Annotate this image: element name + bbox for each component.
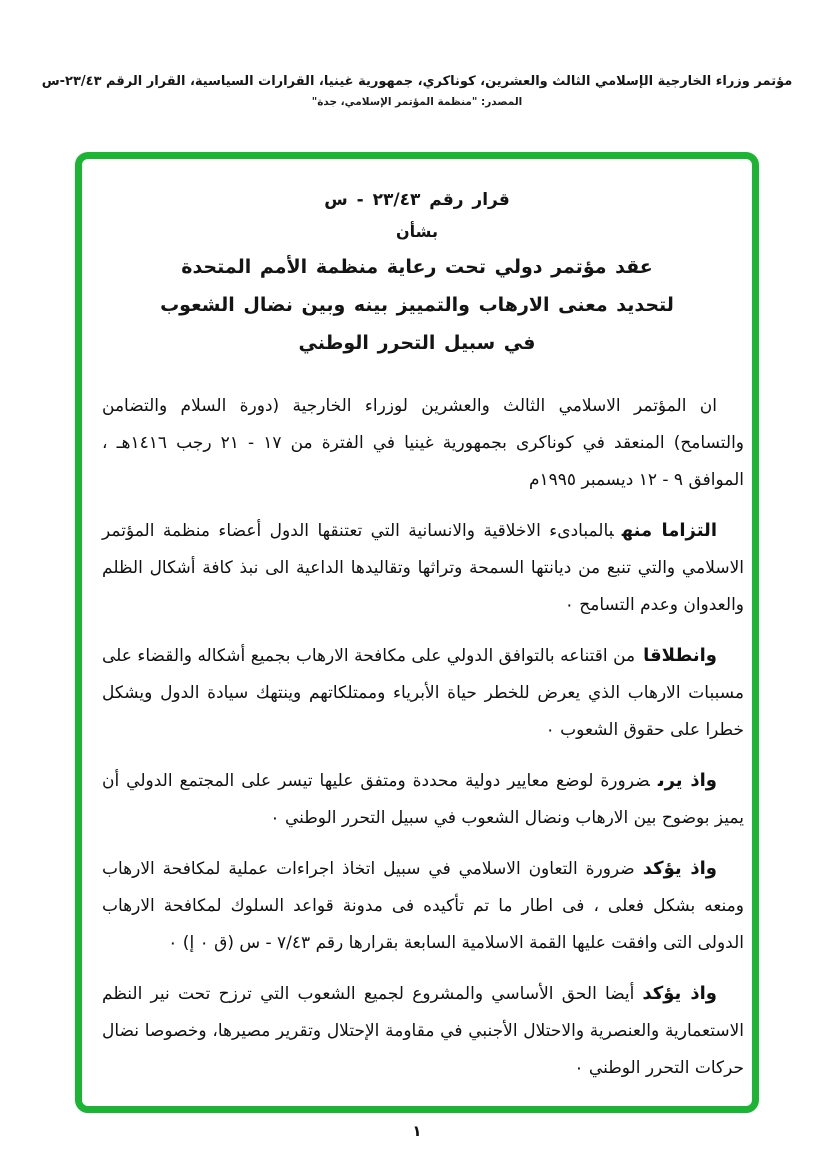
lead-word: التزاما منه [621,520,717,541]
lead-word: واذ يرى [657,770,717,791]
paragraph-text: ضرورة لوضع معايير دولية محددة ومتفق عليها تيسر على المجتمع الدولي أن يميز بوضوح بين الارهاب ونضال الشعوب في سبيل التحرر الوطني ٠ [102,771,744,828]
paragraph-preamble [102,388,744,499]
paragraph-commitment [102,512,744,624]
title-regarding: بشأن [396,222,438,241]
header-source-line: المصدر: "منظمة المؤتمر الإسلامي، جدة" [311,96,523,108]
resolution-number: قرار رقم ٢٣/٤٣ - س [324,190,510,210]
lead-word: واذ يؤكد [642,983,717,1004]
lead-word: وانطلاقا [643,645,717,666]
paragraph-text: بالمبادىء الاخلاقية والانسانية التي تعتنقها الدول أعضاء منظمة المؤتمر الاسلامي والتي تنبع من ديانتها السمحة وتراثها وتقاليدها الداعية الى نبذ كافة أشكال الظلم والعدوان وعدم التسامح ٠ [102,521,744,615]
paragraph-cooperation [102,850,744,962]
paragraph-text: من اقتناعه بالتوافق الدولي على مكافحة الارهاب بجميع أشكاله والقضاء على مسببات الارهاب الذي يعرض للخطر حياة الأبرياء وممتلكاتهم وينتهك سيادة الدول ويشكل خطرا على حقوق الشعوب ٠ [102,646,744,740]
document-header [0,74,834,108]
paragraph-text: ان المؤتمر الاسلامي الثالث والعشرين لوزراء الخارجية (دورة السلام والتضامن والتسامح) المنعقد في كوناكرى بجمهورية غينيا في الفترة من ١٧ - ٢١ رجب ١٤١٦هـ ، الموافق ٩ - ١٢ ديسمبر ١٩٩٥م [102,396,745,490]
paragraph-conviction [102,637,744,749]
page-number: ١ [412,1122,422,1140]
document-body [82,388,752,1087]
title-line-2: لتحديد معنى الارهاب والتمييز بينه وبين نضال الشعوب [160,294,674,316]
title-block [82,184,752,362]
paragraph-legitimate-right [102,975,744,1087]
paragraph-text: أيضا الحق الأساسي والمشروع لجميع الشعوب التي ترزح تحت نير النظم الاستعمارية والعنصرية والاحتلال الأجنبي في مقاومة الإحتلال وتقرير مصيرها، وخصوصا نضال حركات التحرر الوطني ٠ [102,984,744,1078]
paragraph-text: ضرورة التعاون الاسلامي في سبيل اتخاذ اجراءات عملية لمكافحة الارهاب ومنعه بشكل فعلى ، فى اطار ما تم تأكيده فى مدونة قواعد السلوك لمكافحة الارهاب الدولى التى وافقت عليها القمة الاسلامية السابعة بقرارها رقم ٧/٤٣ - س (ق ٠ إ) ٠ [102,859,744,953]
paragraph-criteria [102,762,744,837]
header-citation-line: مؤتمر وزراء الخارجية الإسلامي الثالث والعشرين، كوناكري، جمهورية غينيا، القرارات السياسية، القرار الرقم ٢٣/٤٣-س [41,74,793,89]
title-line-1: عقد مؤتمر دولي تحت رعاية منظمة الأمم المتحدة [181,256,653,278]
lead-word: واذ يؤكد [642,858,717,879]
page-frame [75,152,759,1113]
title-line-3: في سبيل التحرر الوطني [298,332,536,354]
